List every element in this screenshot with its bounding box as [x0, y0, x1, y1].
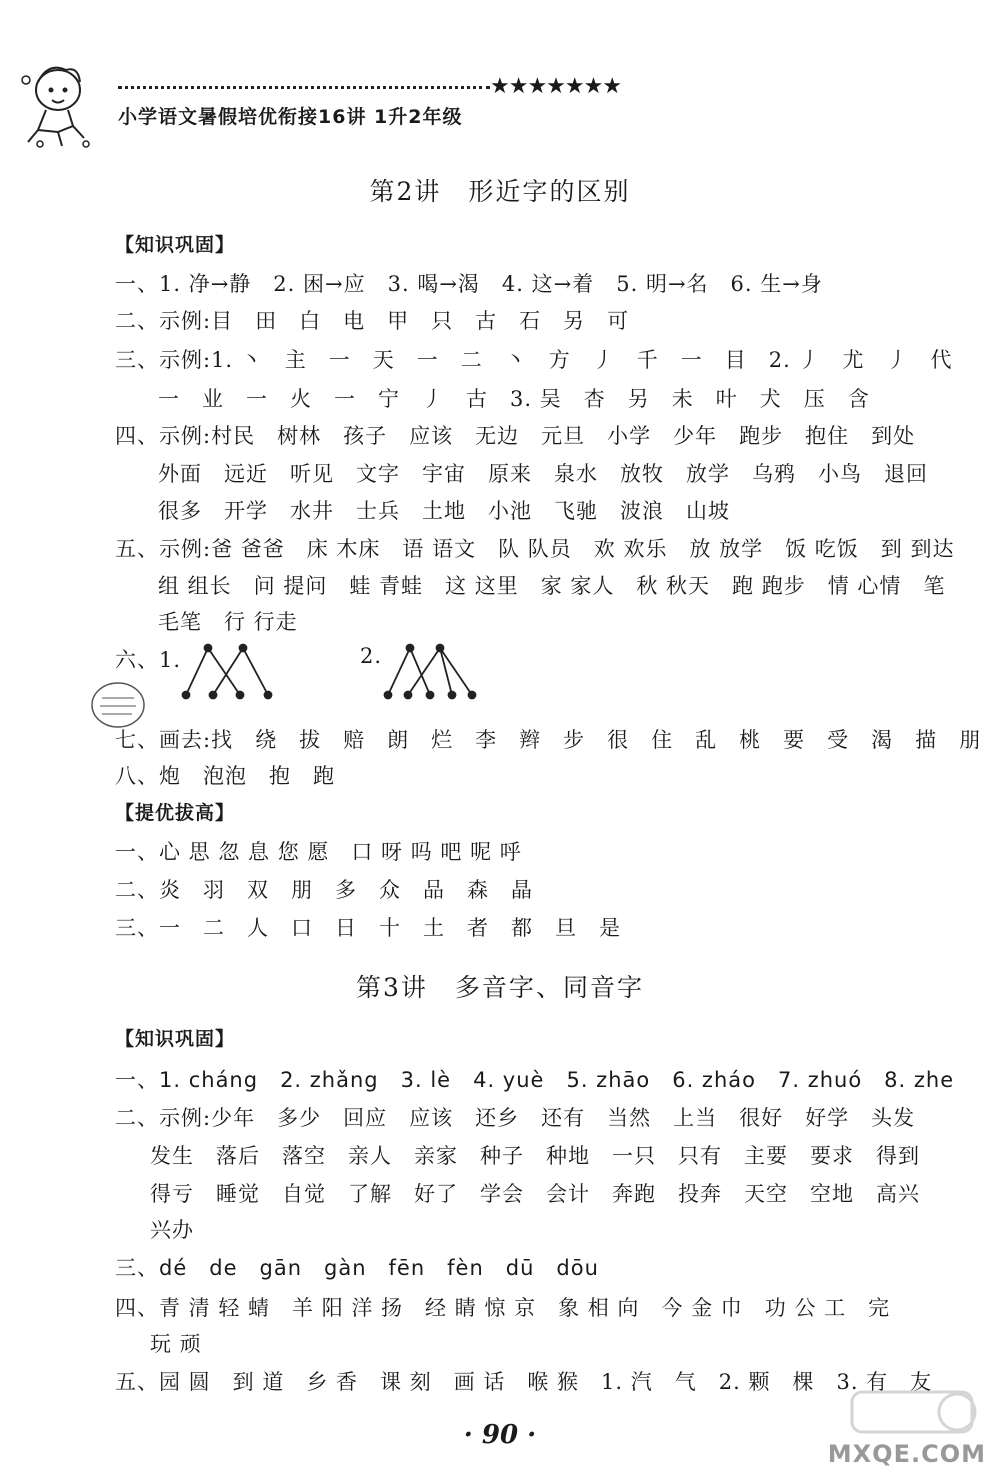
page-number: · 90 ·	[463, 1420, 537, 1450]
answer-line: 七、画去:找 绕 拔 赔 朗 烂 李 辫 步 很 住 乱 桃 要 受 渴 描 朋	[115, 728, 982, 752]
cartoon-child-icon	[18, 60, 108, 150]
question-label: 六、1.	[115, 648, 182, 672]
star-rating: ★★★★★★★	[490, 74, 622, 99]
answer-line: 外面 远近 听见 文字 宇宙 原来 泉水 放牧 放学 乌鸦 小鸟 退回	[158, 462, 928, 486]
answer-line: 二、示例:目 田 白 电 甲 只 古 石 另 可	[115, 309, 630, 333]
matching-diagram-1	[178, 640, 288, 705]
answer-line: 发生 落后 落空 亲人 亲家 种子 种地 一只 只有 主要 要求 得到	[150, 1144, 920, 1168]
section-heading: 【知识巩固】	[115, 1028, 236, 1050]
answer-line: 兴办	[150, 1218, 194, 1242]
answer-line: 组 组长 问 提问 蛙 青蛙 这 这里 家 家人 秋 秋天 跑 跑步 情 心情 笔	[158, 574, 946, 598]
page-header	[18, 60, 638, 150]
answer-line: 一、1. 净→静 2. 困→应 3. 喝→渴 4. 这→着 5. 明→名 6. 生→身	[115, 272, 823, 296]
answer-line: 五、示例:爸 爸爸 床 木床 语 语文 队 队员 欢 欢乐 放 放学 饭 吃饭 到 到达	[115, 537, 955, 561]
series-title: 小学语文暑假培优衔接16讲 1升2年级	[118, 106, 463, 128]
answer-line: 八、炮 泡泡 抱 跑	[115, 764, 335, 788]
answer-line: 很多 开学 水井 士兵 土地 小池 飞驰 波浪 山坡	[158, 499, 730, 523]
matching-diagram-2	[380, 640, 490, 705]
answer-line: 三、一 二 人 口 日 十 土 者 都 旦 是	[115, 916, 621, 940]
answer-line: 玩 顽	[150, 1332, 202, 1356]
answer-line: 一 业 一 火 一 宁 丿 古 3. 吴 杏 另 未 叶 犬 压 含	[158, 387, 870, 411]
dotted-divider	[118, 86, 490, 91]
lesson-3-title: 第3讲 多音字、同音字	[356, 973, 644, 1002]
answer-line: 一、1. cháng 2. zhǎng 3. lè 4. yuè 5. zhāo 6. zháo 7. zhuó 8. zhe	[115, 1068, 955, 1092]
answer-line: 三、示例:1. 丶 主 一 天 一 二 丶 方 丿 千 一 目 2. 丿 尤 丿 代	[115, 348, 953, 372]
question-label: 2.	[360, 644, 383, 668]
answer-line: 得亏 睡觉 自觉 了解 好了 学会 会计 奔跑 投奔 天空 空地 高兴	[150, 1182, 920, 1206]
watermark-text: MXQE.COM	[827, 1440, 986, 1468]
answer-line: 二、示例:少年 多少 回应 应该 还乡 还有 当然 上当 很好 好学 头发	[115, 1106, 916, 1130]
answer-line: 三、dé de gān gàn fēn fèn dū dōu	[115, 1256, 599, 1280]
answer-line: 五、园 圆 到 道 乡 香 课 刻 画 话 喉 猴 1. 汽 气 2. 颗 棵 3. 有 友	[115, 1370, 933, 1394]
section-heading: 【知识巩固】	[115, 234, 236, 256]
answer-line: 毛笔 行 行走	[158, 610, 298, 634]
lesson-2-title: 第2讲 形近字的区别	[369, 177, 631, 206]
section-heading: 【提优拔高】	[115, 802, 236, 824]
answer-line: 二、炎 羽 双 朋 多 众 品 森 晶	[115, 878, 533, 902]
answer-line: 四、青 清 轻 蜻 羊 阳 洋 扬 经 睛 惊 京 象 相 向 今 金 巾 功 公 工 完	[115, 1296, 891, 1320]
answer-line: 四、示例:村民 树林 孩子 应该 无边 元旦 小学 少年 跑步 抱住 到处	[115, 424, 916, 448]
answer-line: 一、心 思 忽 息 您 愿 口 呀 吗 吧 呢 呼	[115, 840, 522, 864]
